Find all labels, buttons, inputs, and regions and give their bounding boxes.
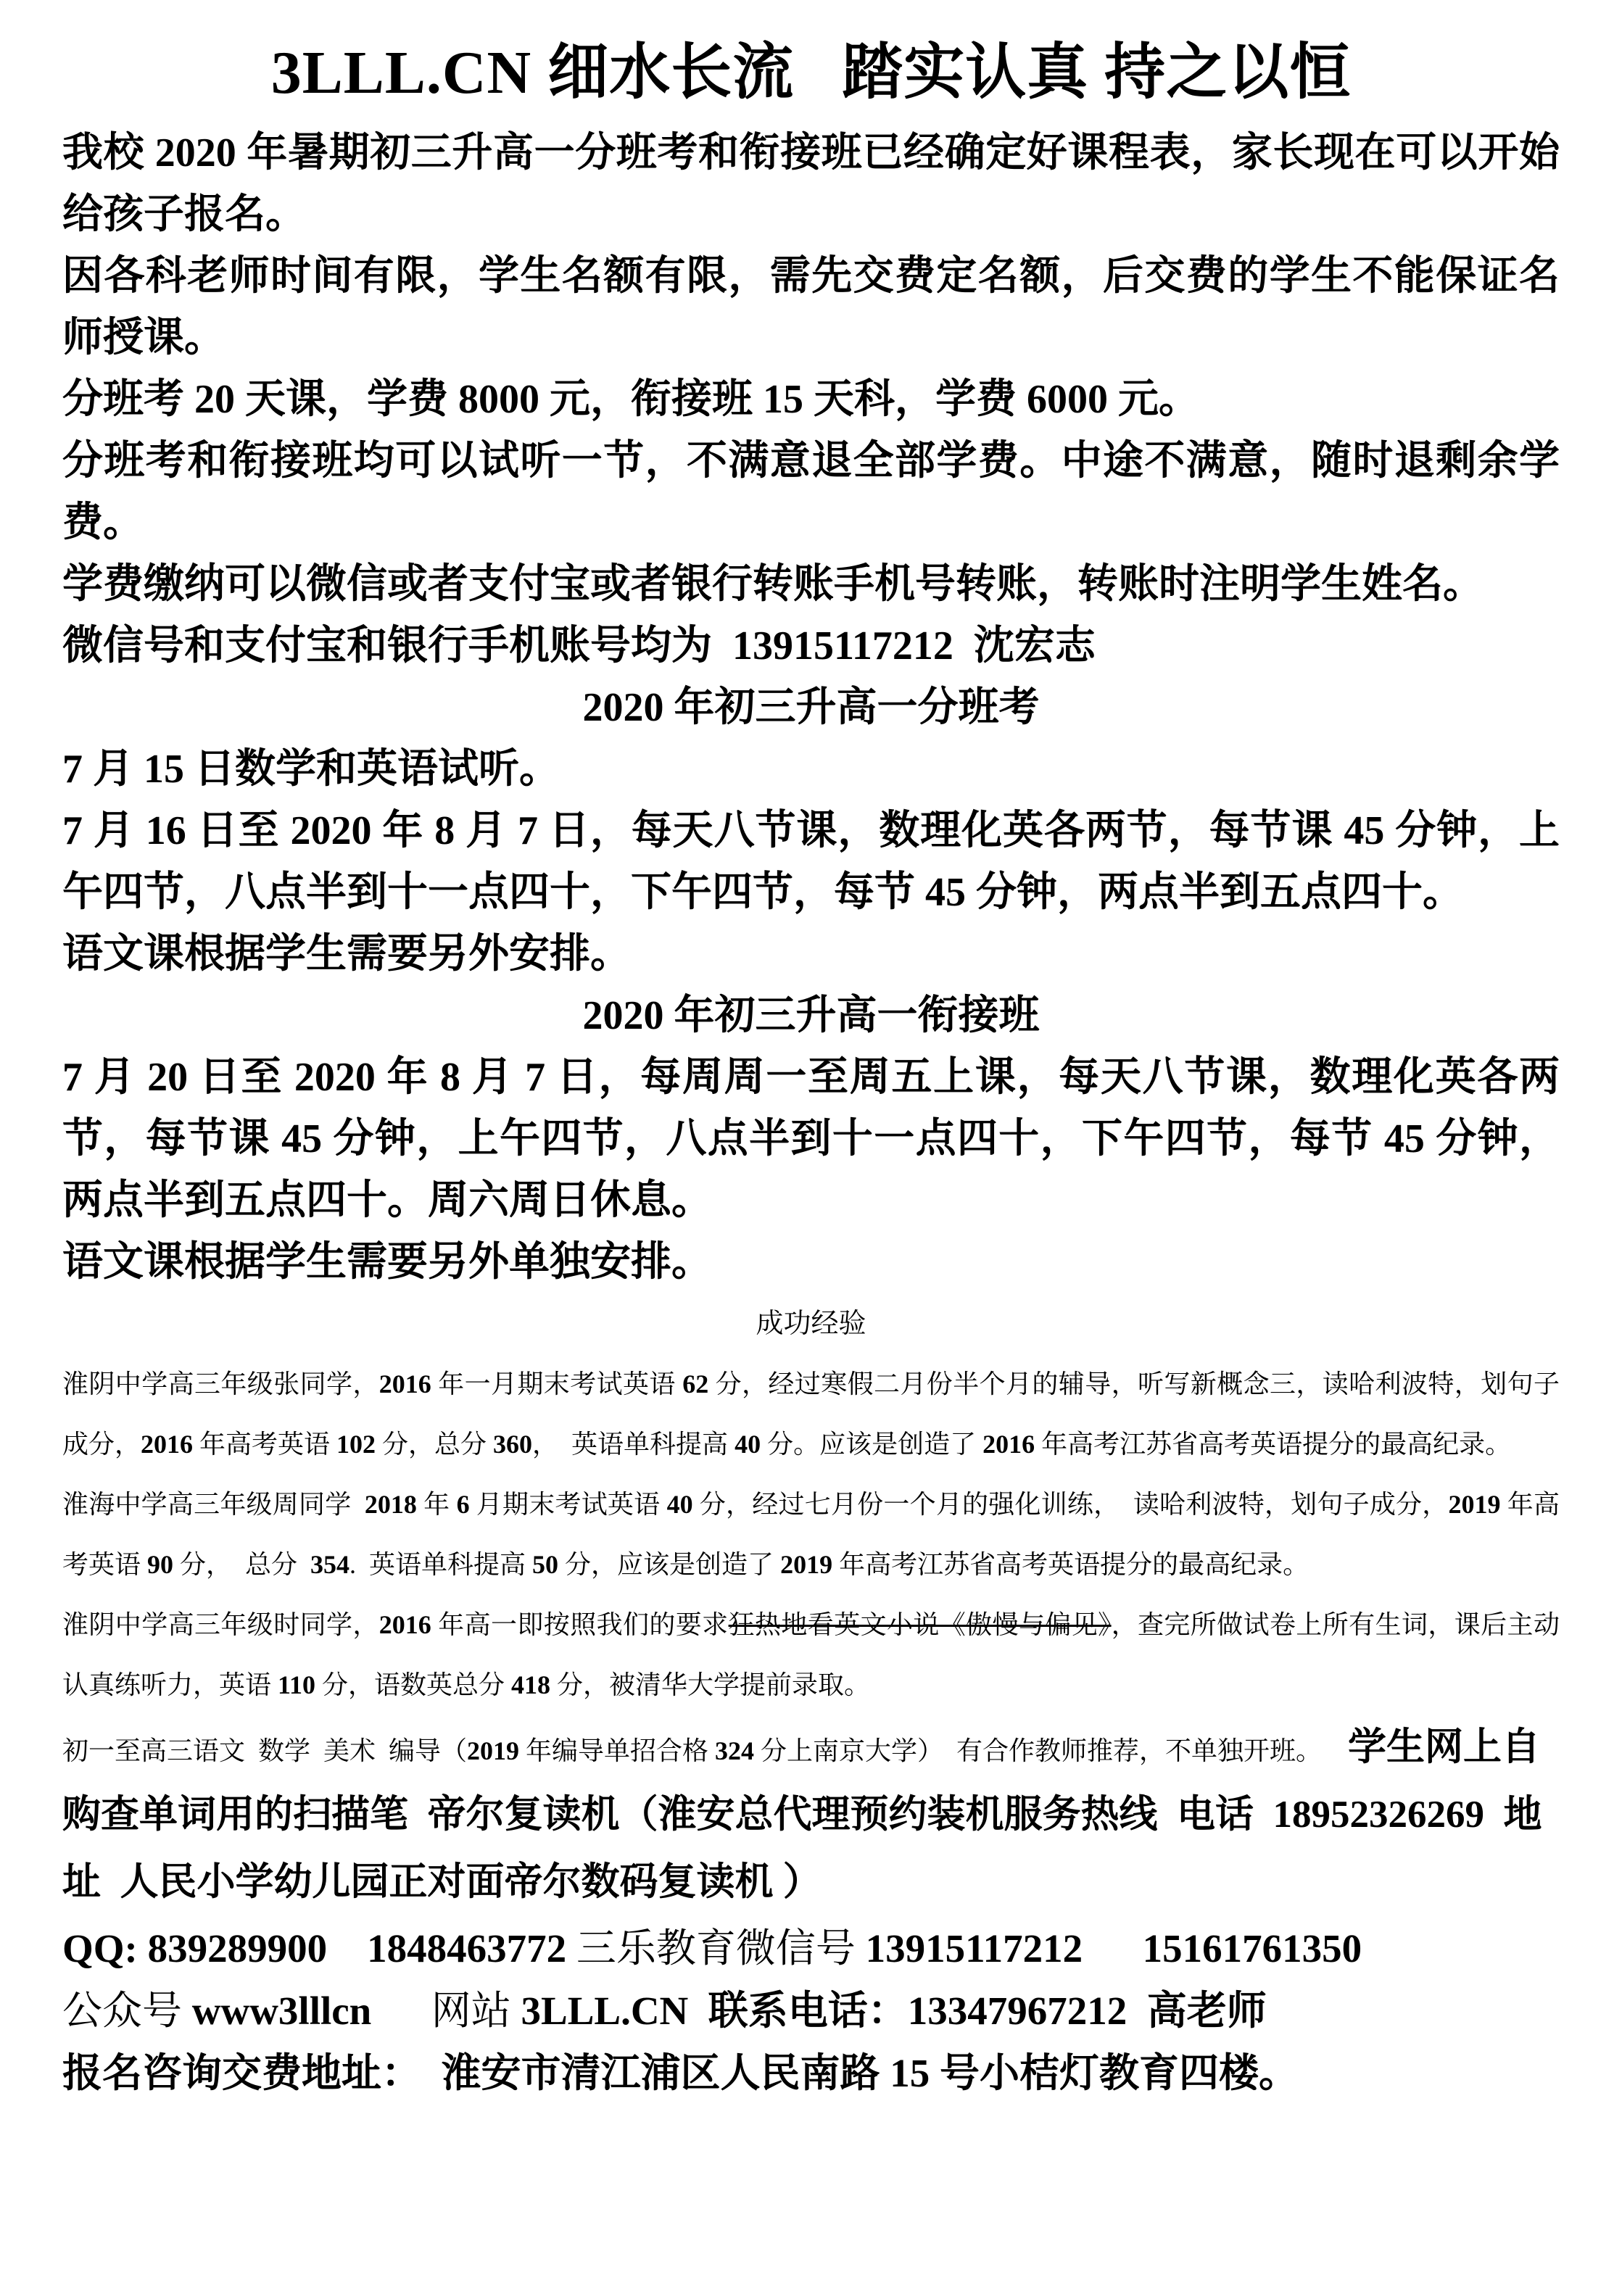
fees-paragraph: 分班考 20 天课，学费 8000 元，衔接班 15 天科，学费 6000 元。 bbox=[62, 377, 1199, 423]
wechat-numbers: 13915117212 15161761350 bbox=[865, 1926, 1362, 1971]
courses-and-devices-paragraph bbox=[62, 1715, 1560, 1918]
contact-phone: 联系电话：13347967212 高老师 bbox=[688, 1989, 1267, 2034]
wechat-label: 三乐教育微信号 bbox=[576, 1926, 866, 1971]
address-value: 淮安市清江浦区人民南路 15 号小桔灯教育四楼。 bbox=[421, 2051, 1299, 2096]
intro-paragraph-signup: 我校 2020 年暑期初三升高一分班考和衔接班已经确定好课程表，家长现在可以开始给孩子报名。 bbox=[62, 130, 1560, 238]
story-shi-text-after: ，查完所做试卷上所有生词，课后主动认真练听力，英语 110 分，语数英总分 418 分，被清华大学提前录取。 bbox=[62, 1610, 1560, 1700]
website-value: 3LLL.CN bbox=[521, 1989, 689, 2034]
placement-chinese-note: 语文课根据学生需要另外安排。 bbox=[62, 932, 631, 977]
bridge-chinese-note: 语文课根据学生需要另外单独安排。 bbox=[62, 1240, 712, 1285]
channels-line bbox=[62, 1980, 1560, 2042]
page-title: 3LLL.CN 细水长流 踏实认真 持之以恒 bbox=[270, 39, 1352, 107]
section-bridge-class bbox=[62, 985, 1560, 1293]
official-account-value: www3lllcn bbox=[191, 1989, 372, 2034]
courses-list-text: 初一至高三语文 数学 美术 编导（2019 年编导单招合格 324 分上南京大学） 有合作教师推荐，不单独开班。 bbox=[62, 1736, 1349, 1766]
address-label: 报名咨询交费地址： bbox=[62, 2051, 422, 2096]
bridge-schedule: 7 月 20 日至 2020 年 8 月 7 日，每周周一至周五上课，每天八节课，数理化英各两节，每节课 45 分钟，上午四节，八点半到十一点四十，下午四节，每节 45 分钟，两点半到五点四十。周六周日休息。 bbox=[62, 1055, 1560, 1224]
payment-account-paragraph: 微信号和支付宝和银行手机账号均为 13915117212 沈宏志 bbox=[62, 623, 1096, 669]
website-label: 网站 bbox=[371, 1989, 521, 2034]
section-intro bbox=[62, 123, 1560, 677]
trial-refund-paragraph: 分班考和衔接班均可以试听一节，不满意退全部学费。中途不满意，随时退剩余学费。 bbox=[62, 439, 1560, 546]
qq-wechat-line bbox=[62, 1918, 1560, 1980]
qq-numbers: QQ: 839289900 1848463772 bbox=[62, 1926, 576, 1971]
intro-paragraph-quota: 因各科老师时间有限，学生名额有限，需先交费定名额，后交费的学生不能保证名师授课。 bbox=[62, 254, 1560, 361]
story-shi-strikethrough-text: 狂热地看英文小说《傲慢与偏见》 bbox=[728, 1610, 1112, 1640]
placement-exam-heading: 2020 年初三升高一分班考 bbox=[582, 685, 1040, 731]
section-placement-exam bbox=[62, 677, 1560, 985]
success-story-zhang: 淮阴中学高三年级张同学，2016 年一月期末考试英语 62 分，经过寒假二月份半个月的辅导，听写新概念三，读哈利波特，划句子成分，2016 年高考英语 102 分，总分 360， 英语单科提高 40 分。应该是创造了 2016 年高考江苏省高考英语提分的最高纪录。 bbox=[62, 1369, 1560, 1459]
section-success-stories bbox=[62, 1293, 1560, 1918]
official-account-label: 公众号 bbox=[62, 1989, 192, 2034]
placement-trial-date: 7 月 15 日数学和英语试听。 bbox=[62, 747, 560, 792]
placement-schedule: 7 月 16 日至 2020 年 8 月 7 日，每天八节课，数理化英各两节，每节课 45 分钟，上午四节，八点半到十一点四十，下午四节，每节 45 分钟，两点半到五点四十。 bbox=[62, 808, 1560, 916]
story-shi-text-before: 淮阴中学高三年级时同学，2016 年高一即按照我们的要求 bbox=[62, 1610, 729, 1640]
success-stories-heading: 成功经验 bbox=[756, 1309, 866, 1340]
success-story-zhou: 淮海中学高三年级周同学 2018 年 6 月期末考试英语 40 分，经过七月份一个月的强化训练， 读哈利波特，划句子成分，2019 年高考英语 90 分， 总分 354. 英语单科提高 50 分，应该是创造了 2019 年高考江苏省高考英语提分的最高纪录。 bbox=[62, 1490, 1560, 1580]
bridge-class-heading: 2020 年初三升高一衔接班 bbox=[582, 993, 1040, 1039]
address-line bbox=[62, 2042, 1560, 2105]
section-contact bbox=[62, 1918, 1560, 2105]
success-story-shi bbox=[62, 1595, 1560, 1715]
device-purchase-text: 学生网上自购查单词用的扫描笔 帝尔复读机（淮安总代理预约装机服务热线 电话 18952326269 地址 人民小学幼儿园正对面帝尔数码复读机 ） bbox=[62, 1726, 1542, 1904]
payment-method-paragraph: 学费缴纳可以微信或者支付宝或者银行转账手机号转账，转账时注明学生姓名。 bbox=[62, 562, 1484, 608]
